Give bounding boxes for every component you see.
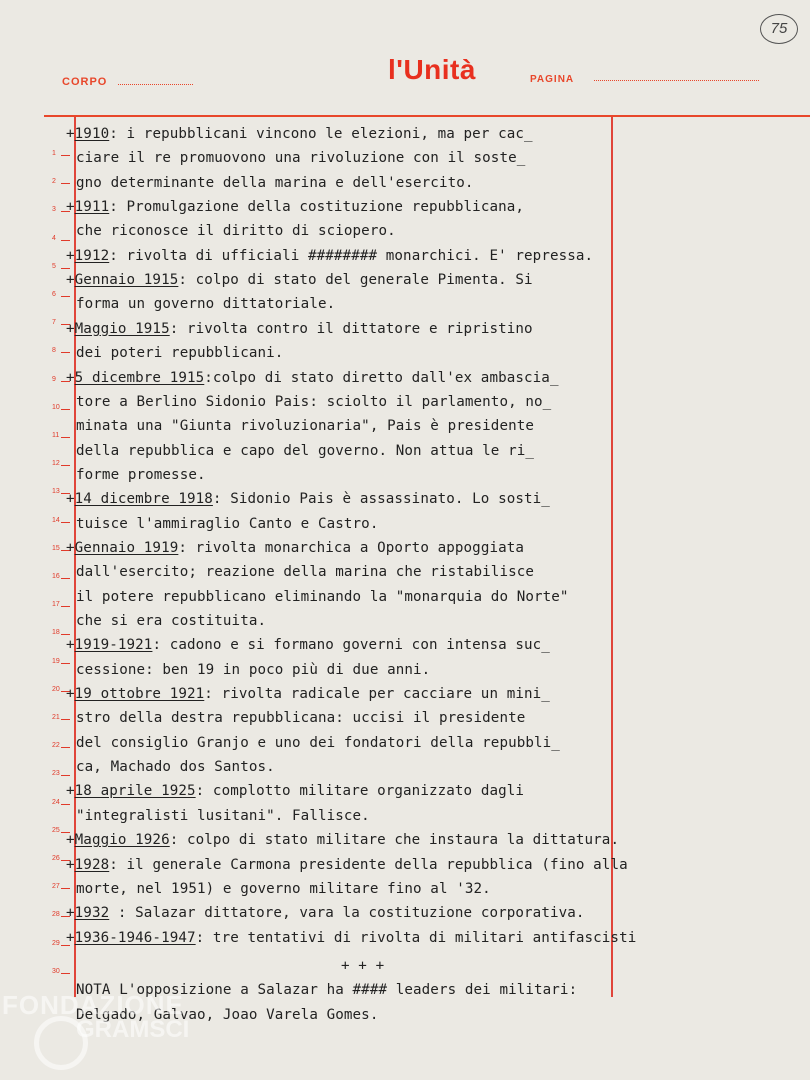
pagina-label: PAGINA xyxy=(530,74,575,85)
entry-text: : tre tentativi di rivolta di militari antifascisti xyxy=(195,929,637,946)
margin-number: 25 xyxy=(52,826,60,834)
entry-text: : Salazar dittatore, vara la costituzione corporativa. xyxy=(109,905,585,922)
margin-number: 11 xyxy=(52,432,60,439)
margin-number: 9 xyxy=(52,375,56,383)
entry-text: NOTA L'opposizione a Salazar ha #### leaders dei militari: xyxy=(76,982,578,999)
entry-text: : colpo di stato militare che instaura la dittatura. xyxy=(169,832,620,849)
margin-number: 1 xyxy=(52,150,56,157)
entry-marker: + xyxy=(66,491,75,508)
entry-date: Gennaio 1919 xyxy=(74,539,179,556)
entry-text: : rivolta contro il dittatore e ripristino xyxy=(169,320,533,337)
entry-text: che riconosce il diritto di sciopero. xyxy=(76,223,396,240)
entry-marker: + xyxy=(66,126,75,142)
entry-text: cessione: ben 19 in poco più di due anni. xyxy=(76,661,431,678)
entry-text: : Promulgazione della costituzione repubblicana, xyxy=(109,199,525,216)
margin-number: 2 xyxy=(52,178,56,186)
entry-date: 14 dicembre 1918 xyxy=(74,491,213,508)
text-line xyxy=(66,272,533,288)
margin-number: 20 xyxy=(52,685,60,693)
entry-date: 18 aprile 1925 xyxy=(74,783,196,800)
margin-number: 17 xyxy=(52,601,60,609)
entry-text: tore a Berlino Sidonio Pais: sciolto il parlamento, no_ xyxy=(76,393,552,410)
entry-date: 19 ottobre 1921 xyxy=(74,686,205,703)
entry-text: tuisce l'ammiraglio Canto e Castro. xyxy=(76,515,379,532)
entry-text: forma un governo dittatoriale. xyxy=(76,296,336,313)
margin-number: 28 xyxy=(52,911,60,919)
margin-number: 18 xyxy=(52,629,60,637)
margin-number: 19 xyxy=(52,657,60,665)
handwritten-page-number: 75 xyxy=(760,14,798,44)
entry-text: gno determinante della marina e dell'esercito. xyxy=(76,174,474,191)
entry-date: Maggio 1915 xyxy=(74,320,170,337)
entry-marker: + xyxy=(66,929,75,946)
entry-text: : rivolta monarchica a Oporto appoggiata xyxy=(178,539,525,556)
text-line xyxy=(66,321,533,337)
text-line xyxy=(66,783,524,799)
text-line xyxy=(76,662,430,678)
masthead-logo: l'Unità xyxy=(388,54,476,85)
margin-number: 10 xyxy=(52,403,60,411)
text-line xyxy=(76,735,560,751)
text-line xyxy=(76,150,525,166)
text-line xyxy=(66,248,593,264)
margin-number: 4 xyxy=(52,234,56,242)
entry-marker: + xyxy=(66,539,75,556)
margin-number: 13 xyxy=(52,488,60,496)
entry-marker: + xyxy=(66,199,75,216)
entry-text: + + + xyxy=(341,957,385,974)
text-line xyxy=(76,710,525,726)
entry-text: : cadono e si formano governi con intensa suc_ xyxy=(152,637,550,654)
entry-text: della repubblica e capo del governo. Non attua le ri_ xyxy=(76,442,535,459)
entry-marker: + xyxy=(66,272,75,289)
entry-date: 1910 xyxy=(74,126,110,142)
entry-date: 1919-1921 xyxy=(74,637,153,654)
entry-text: forme promesse. xyxy=(76,466,206,483)
margin-number: 16 xyxy=(52,573,60,580)
margin-number: 24 xyxy=(52,798,60,806)
entry-text: : i repubblicani vincono le elezioni, ma per cac_ xyxy=(109,126,533,142)
entry-date: 1911 xyxy=(74,199,110,216)
entry-text: che si era costituita. xyxy=(76,613,267,629)
watermark-line2: GRAMSCI xyxy=(76,1016,190,1043)
text-line xyxy=(76,881,491,897)
text-line xyxy=(341,958,384,974)
entry-date: 1928 xyxy=(74,856,110,873)
text-line xyxy=(76,296,335,312)
text-line xyxy=(66,370,559,386)
pagina-field xyxy=(594,80,759,81)
entry-text: minata una "Giunta rivoluzionaria", Pais è presidente xyxy=(76,418,535,435)
margin-number: 15 xyxy=(52,544,60,552)
entry-text: dall'esercito; reazione della marina che ristabilisce xyxy=(76,564,535,581)
margin-number: 7 xyxy=(52,319,56,327)
entry-marker: + xyxy=(66,905,75,922)
entry-marker: + xyxy=(66,783,75,800)
text-line xyxy=(76,564,534,580)
margin-number: 22 xyxy=(52,742,60,750)
entry-text: : rivolta radicale per cacciare un mini_ xyxy=(204,686,550,703)
entry-text: : Sidonio Pais è assassinato. Lo sosti_ xyxy=(212,491,550,508)
text-line xyxy=(66,857,628,873)
entry-marker: + xyxy=(66,832,75,849)
text-line xyxy=(66,930,636,946)
entry-marker: + xyxy=(66,856,75,873)
margin-number: 26 xyxy=(52,855,60,862)
text-line xyxy=(66,686,550,702)
margin-number: 8 xyxy=(52,347,56,355)
text-line xyxy=(76,589,569,605)
margin-number: 30 xyxy=(52,967,60,975)
entry-text: Delgado, Galvao, Joao Varela Gomes. xyxy=(76,1006,379,1023)
text-line xyxy=(76,418,534,434)
entry-text: "integralisti lusitani". Fallisce. xyxy=(76,807,370,824)
text-line xyxy=(66,905,585,921)
letterhead xyxy=(0,0,810,120)
entry-date: 5 dicembre 1915 xyxy=(74,369,205,386)
entry-text: : colpo di stato del generale Pimenta. Si xyxy=(178,272,533,289)
entry-date: 1932 xyxy=(74,905,110,922)
entry-marker: + xyxy=(66,637,75,654)
margin-number: 27 xyxy=(52,883,60,891)
text-line xyxy=(66,540,524,556)
entry-text: il potere repubblicano eliminando la "monarquia do Norte" xyxy=(76,588,569,605)
margin-number: 12 xyxy=(52,460,60,468)
text-line xyxy=(76,613,266,629)
text-line xyxy=(66,491,550,507)
margin-number: 5 xyxy=(52,262,56,270)
text-line xyxy=(76,345,283,361)
entry-date: 1936-1946-1947 xyxy=(74,929,196,946)
margin-number: 21 xyxy=(52,714,60,721)
corpo-field xyxy=(118,84,193,85)
entry-date: 1912 xyxy=(74,247,110,264)
text-line xyxy=(66,126,533,142)
entry-text: :colpo di stato diretto dall'ex ambascia_ xyxy=(204,369,559,386)
text-line xyxy=(66,637,550,653)
margin-number: 29 xyxy=(52,939,60,947)
text-line xyxy=(76,516,378,532)
margin-number: 23 xyxy=(52,770,60,778)
text-line xyxy=(76,175,474,191)
entry-text: stro della destra repubblicana: uccisi il presidente xyxy=(76,710,526,727)
entry-marker: + xyxy=(66,247,75,264)
entry-text: del consiglio Granjo e uno dei fondatori della repubbli_ xyxy=(76,734,560,751)
corpo-label: CORPO xyxy=(62,76,108,88)
entry-date: Maggio 1926 xyxy=(74,832,170,849)
text-line xyxy=(76,808,370,824)
margin-number: 14 xyxy=(52,516,60,524)
text-line xyxy=(66,832,619,848)
text-line xyxy=(76,759,275,775)
watermark-line1: FONDAZIONE xyxy=(2,990,184,1020)
entry-text: ciare il re promuovono una rivoluzione con il soste_ xyxy=(76,150,526,167)
header-rule xyxy=(44,115,810,117)
margin-number: 6 xyxy=(52,291,56,298)
text-line xyxy=(76,467,206,483)
text-line xyxy=(76,223,396,239)
entry-text: : il generale Carmona presidente della repubblica (fino alla xyxy=(109,856,628,873)
entry-text: : complotto militare organizzato dagli xyxy=(195,783,525,800)
entry-date: Gennaio 1915 xyxy=(74,272,179,289)
text-line xyxy=(66,199,524,215)
entry-text: : rivolta di ufficiali ######## monarchici. E' repressa. xyxy=(109,247,594,264)
entry-marker: + xyxy=(66,686,75,703)
entry-text: ca, Machado dos Santos. xyxy=(76,759,275,776)
entry-marker: + xyxy=(66,320,75,337)
margin-number: 3 xyxy=(52,206,56,214)
entry-text: morte, nel 1951) e governo militare fino al '32. xyxy=(76,880,491,897)
text-line xyxy=(76,443,534,459)
text-line xyxy=(76,394,551,410)
entry-text: dei poteri repubblicani. xyxy=(76,345,284,362)
entry-marker: + xyxy=(66,369,75,386)
